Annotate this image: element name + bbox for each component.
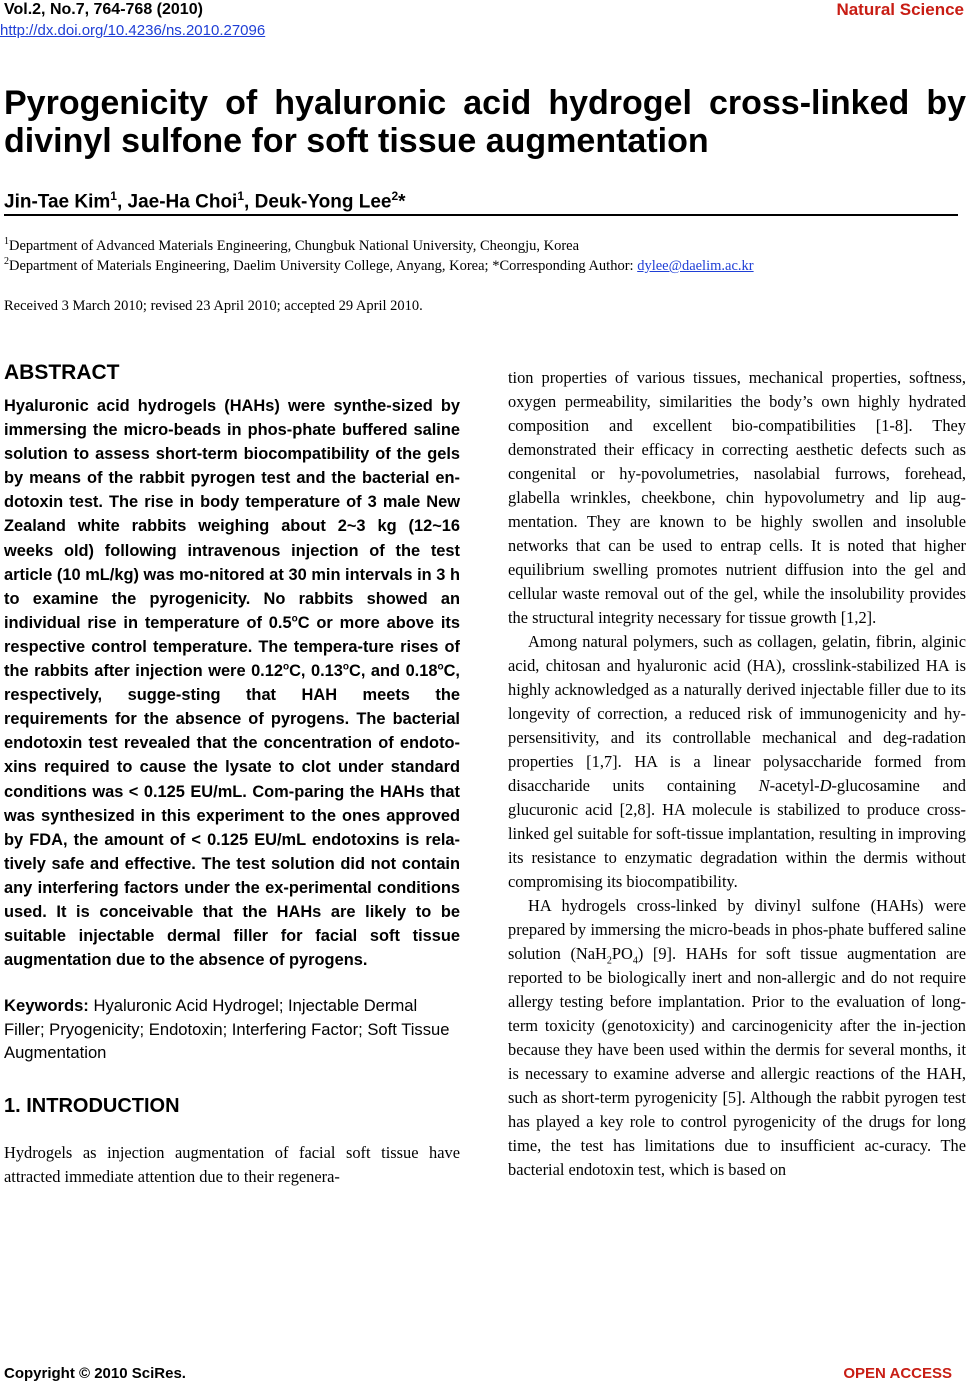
left-column: [4, 360, 460, 1189]
abstract-segment: C or more above its respective control temperature. The tempera-ture rises of the rabbits after injection were 0.12: [4, 613, 461, 681]
abstract-text: [4, 394, 460, 972]
author-affiliation-mark: 2: [391, 189, 399, 203]
author-affiliation-mark: 1: [110, 189, 117, 203]
open-access-label: OPEN ACCESS: [843, 1365, 952, 1382]
subscript: 4: [632, 955, 638, 967]
degree-mark: o: [342, 661, 350, 673]
italic-term: N: [758, 776, 770, 795]
keywords: [4, 994, 460, 1065]
italic-term: D: [819, 776, 832, 795]
received-dates: Received 3 March 2010; revised 23 April 2010; accepted 29 April 2010.: [4, 298, 423, 314]
author-name: Jae-Ha Choi: [127, 191, 238, 213]
paragraph-segment: HA hydrogels cross-linked by divinyl sulfone (HAHs) were prepared by immersing the micro-beads in phos-phate buffered saline solution (NaH: [508, 896, 966, 963]
subscript: 2: [606, 955, 612, 967]
right-column: [508, 366, 966, 1182]
copyright: Copyright © 2010 SciRes.: [4, 1365, 186, 1382]
paragraph-segment: -acetyl-: [769, 776, 820, 795]
author-affiliation-mark: 1: [237, 189, 245, 203]
paragraph-segment: PO: [611, 944, 633, 963]
author-list: [4, 184, 406, 214]
article-title: Pyrogenicity of hyaluronic acid hydrogel cross-linked by divinyl sulfone for soft tissue augmentation: [4, 84, 966, 160]
paragraph-segment: -glucosamine and glucuronic acid [2,8]. HA molecule is stabilized to produce cross-linked gel suitable for soft-tissue implantation, resulting in improving its resistance to enzymatic degradation within the dermis without compromising its biocompatibility.: [508, 776, 966, 891]
keywords-text: Hyaluronic Acid Hydrogel; Injectable Dermal Filler; Pryogenicity; Endotoxin; Interfering Factor; Soft Tissue Augmentation: [4, 996, 450, 1063]
journal-name: Natural Science: [836, 0, 964, 19]
abstract-segment: C, 0.13: [289, 662, 343, 681]
author-separator: ,: [116, 191, 128, 213]
affiliation-number: 1: [4, 236, 9, 247]
keywords-label: Keywords:: [4, 996, 89, 1016]
journal-citation: Vol.2, No.7, 764-768 (2010): [4, 1, 203, 18]
affiliation-number: 2: [4, 256, 9, 267]
paragraph-segment: Among natural polymers, such as collagen, gelatin, fibrin, alginic acid, chitosan and hyaluronic acid (HA), crosslink-stabilized HA is highly acknowledged as a naturally derived injectable filler due to its longevity of correction, a reduced risk of immunogenicity and hy-persensitivity, and its controllable mechanical and deg-radation properties [1,7]. HA is a linear polysaccharide formed from disaccharide units containing: [508, 632, 966, 795]
header-rule: [4, 214, 958, 216]
abstract-segment: C, and 0.18: [349, 662, 438, 681]
degree-mark: o: [437, 661, 444, 673]
affiliation-text: Department of Materials Engineering, Daelim University College, Anyang, Korea; *Corresponding Author:: [9, 257, 638, 274]
introduction-heading: 1. INTRODUCTION: [4, 1095, 180, 1118]
abstract-heading: ABSTRACT: [4, 361, 120, 384]
corresponding-email-link[interactable]: dylee@daelim.ac.kr: [637, 257, 754, 274]
degree-mark: o: [291, 613, 298, 625]
introduction-paragraph-1-start: Hydrogels as injection augmentation of facial soft tissue have attracted immediate attention due to their regenera-: [4, 1143, 460, 1187]
affiliation-text: Department of Advanced Materials Engineering, Chungbuk National University, Cheongju, Korea: [9, 237, 580, 254]
introduction-paragraph-2: [508, 630, 966, 894]
paragraph-segment: ) [9]. HAHs for soft tissue augmentation are reported to be biologically inert and non-allergic and do not require allergy testing before implantation. Prior to the evaluation of long-term toxicity (genotoxicity) and carcinogenicity after the in-jection because they have been used within the dermis for several months, it is necessary to examine adverse and allergic reactions of the HAH, such as short-term pyrogenicity [5]. Although the rabbit pyrogen test has played a key role to control pyrogenicity of the drugs for long time, the test has limitations due to insufficient ac-curacy. The bacterial endotoxin test, which is based on: [508, 944, 966, 1179]
abstract-segment: Hyaluronic acid hydrogels (HAHs) were synthe-sized by immersing the micro-beads in phos-phate buffered saline solution to assess short-term biocompatibility of the gels by means of the rabbit pyrogen test and the bacterial en-dotoxin test. The rise in body temperature of 3 male New Zealand white rabbits weighing about 2~3 kg (12~16 weeks old) following intravenous injection of the test article (10 mL/kg) was mo-nitored at 30 min intervals in 3 h to examine the pyrogenicity. No rabbits showed an individual rise in temperature of 0.5: [4, 397, 460, 632]
author-separator: ,: [244, 191, 255, 213]
introduction-paragraph-3: [508, 894, 966, 1182]
author-name: Jin-Tae Kim: [4, 191, 111, 213]
degree-mark: o: [282, 661, 290, 673]
introduction-paragraph-1-end: tion properties of various tissues, mechanical properties, softness, oxygen permeability, similarities the body’s own highly hydrated composition and excellent bio-compatibilities [1-8]. They demonstrated their efficacy in correcting aesthetic defects such as congenital or hy-povolumetries, nasolabial furrows, forehead, glabella wrinkles, cheekbone, chin hypovolumetry and lip aug-mentation. They are known to be highly swollen and insoluble networks that can be used to entrap cells. It is noted that higher equilibrium swelling promotes nutrient diffusion into the gel and cellular waste removal out of the gel, while the insolubility provides the structural integrity necessary for tissue growth [1,2].: [508, 368, 966, 627]
doi-link[interactable]: http://dx.doi.org/10.4236/ns.2010.27096: [0, 22, 266, 39]
affiliation-2: [4, 252, 754, 276]
author-name: Deuk-Yong Lee: [254, 191, 392, 213]
corresponding-author-mark: *: [398, 191, 406, 213]
abstract-segment: C, respectively, sugge-sting that HAH meets the requirements for the absence of pyrogens. The bacterial endotoxin test revealed that the concentration of endoto-xins required to cause the lysate to clot under standard conditions was < 0.125 EU/mL. Com-paring the HAHs that was synthesized in this experiment to the ones approved by FDA, the amount of < 0.125 EU/mL endotoxins is rela-tively safe and effective. The test solution did not contain any interfering factors under the ex-perimental conditions used. It is conceivable that the HAHs are likely to be suitable injectable dermal filler for facial soft tissue augmentation due to the absence of pyrogens.: [4, 662, 460, 970]
